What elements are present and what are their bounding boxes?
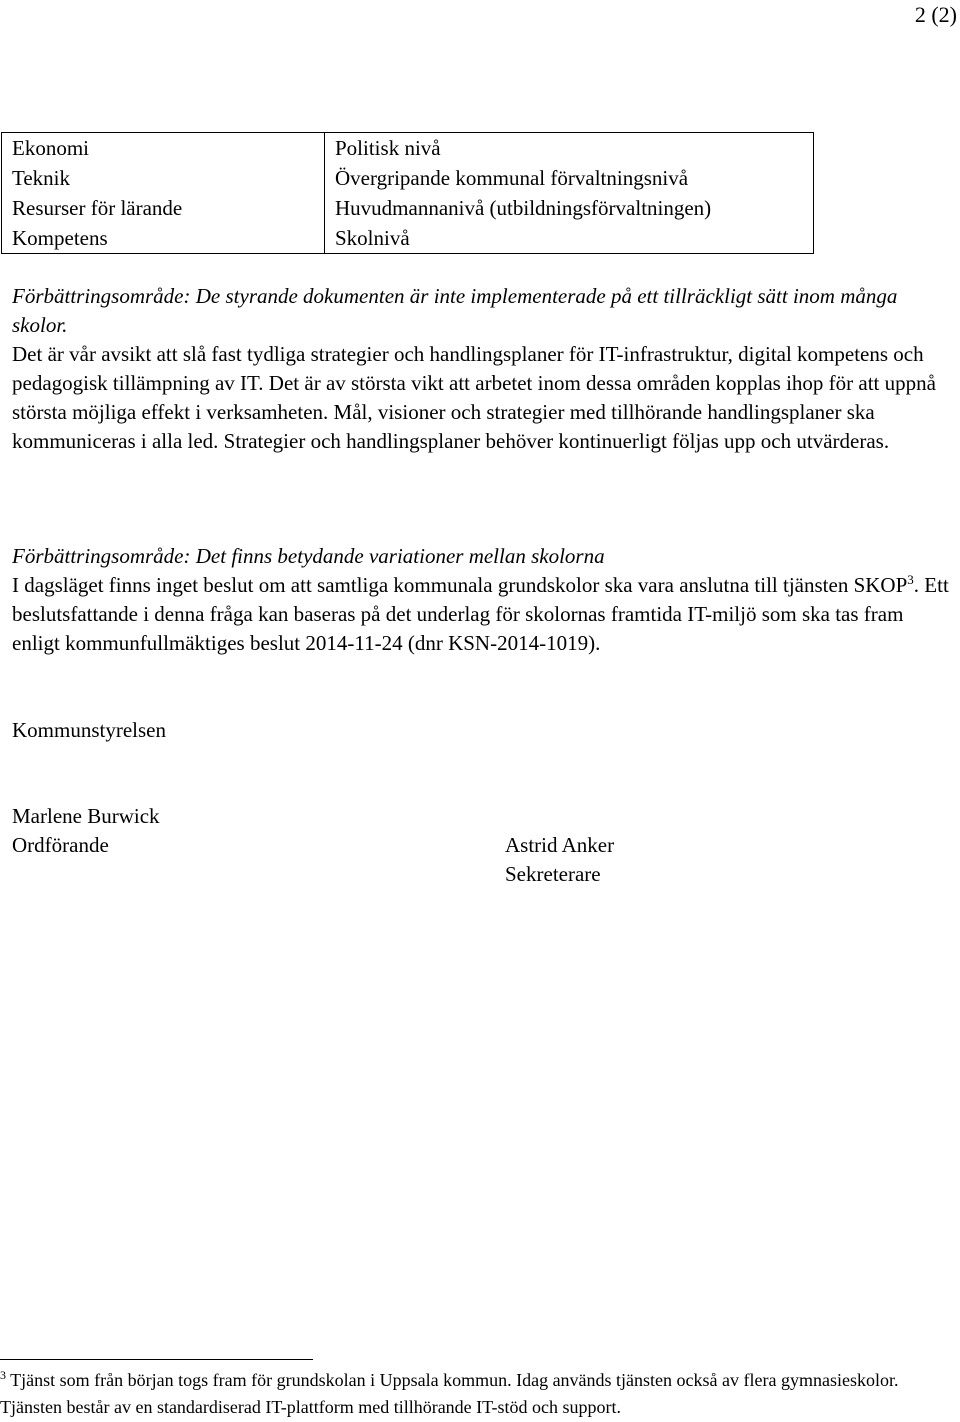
footnote-divider	[0, 1359, 313, 1360]
section-heading: Förbättringsområde: De styrande dokumenten är inte implementerade på ett tillräckligt sätt inom många skolor.	[12, 284, 898, 337]
list-item: Ekonomi	[12, 136, 89, 160]
section-body: Det är vår avsikt att slå fast tydliga strategier och handlingsplaner för IT-infrastruktur, digital kompetens och pedagogisk tillämpning av IT. Det är av största vikt att arbetet inom dessa områden kopplas ihop för att uppnå största möjliga effekt i verksamheten. Mål, visioner och strategier med tillhörande handlingsplaner ska kommuniceras i alla led. Strategier och handlingsplaner behöver kontinuerligt följas upp och utvärderas.	[12, 342, 936, 453]
table-cell-areas	[2, 133, 325, 254]
footnote-text: Tjänst som från början togs fram för grundskolan i Uppsala kommun. Idag används tjänsten också av flera gymnasieskolor. Tjänsten består av en standardiserad IT-plattform med tillhörande IT-stöd och support.	[0, 1370, 899, 1417]
list-item: Skolnivå	[335, 226, 410, 250]
list-item: Resurser för lärande	[12, 196, 183, 220]
footnote-reference[interactable]: 3	[907, 572, 914, 587]
list-item: Huvudmannanivå (utbildningsförvaltningen)	[335, 196, 712, 220]
chair-title: Ordförande	[12, 833, 109, 857]
page-number: 2 (2)	[914, 2, 957, 27]
chair-name: Marlene Burwick	[12, 804, 160, 828]
table-cell-levels	[325, 133, 814, 254]
table-row	[2, 133, 814, 254]
section-variations	[12, 542, 956, 658]
list-item: Kompetens	[12, 226, 108, 250]
section-heading: Förbättringsområde: Det finns betydande variationer mellan skolorna	[12, 544, 605, 568]
list-item: Politisk nivå	[335, 136, 441, 160]
secretary-name: Astrid Anker	[505, 833, 615, 857]
list-item: Teknik	[12, 166, 71, 190]
body-text-start: I dagsläget finns inget beslut om att samtliga kommunala grundskolor ska vara anslutna till tjänsten SKOP	[12, 573, 908, 597]
body-text-end: . Ett beslutsfattande i denna fråga kan baseras på det underlag för skolornas framtida IT-miljö som ska tas fram enligt kommunfullmäktiges beslut 2014-11-24 (dnr KSN-2014-1019).	[12, 573, 949, 655]
organization-name: Kommunstyrelsen	[12, 718, 166, 742]
section-body	[12, 571, 956, 658]
areas-levels-table	[1, 132, 814, 254]
footnote	[0, 1367, 955, 1421]
secretary-title: Sekreterare	[505, 862, 601, 886]
section-implementation	[12, 282, 956, 456]
footnote-mark: 3	[0, 1368, 6, 1382]
list-item: Övergripande kommunal förvaltningsnivå	[335, 166, 689, 190]
